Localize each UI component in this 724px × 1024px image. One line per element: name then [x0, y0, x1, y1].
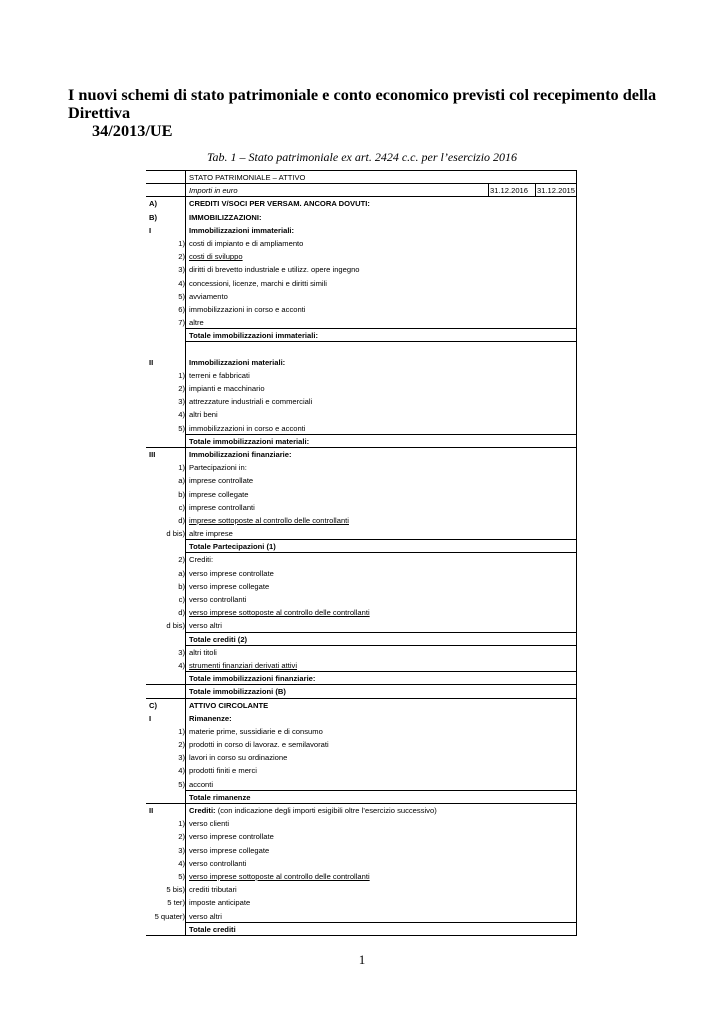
- table-row: [146, 764, 577, 777]
- row-label: immobilizzazioni in corso e acconti: [189, 423, 306, 433]
- table-row: [146, 619, 577, 632]
- row-number: c): [178, 502, 185, 512]
- row-number: 1): [178, 463, 185, 473]
- row-label: verso clienti: [189, 819, 230, 829]
- row-number: a): [178, 568, 185, 578]
- table-row: [146, 804, 577, 817]
- row-number: 1): [178, 726, 185, 736]
- row-number: d): [178, 515, 185, 525]
- table-row: [146, 263, 577, 276]
- row-label: Totale crediti: [189, 924, 236, 934]
- table-row: [146, 448, 577, 461]
- table-row: [146, 488, 577, 501]
- row-label: Crediti: (con indicazione degli importi esigibili oltre l’esercizio successivo): [189, 806, 437, 815]
- row-label: prodotti finiti e merci: [189, 766, 257, 776]
- row-label: altri titoli: [189, 647, 217, 657]
- row-label: imprese controllate: [189, 476, 254, 486]
- row-label-note: (con indicazione degli importi esigibili oltre l’esercizio successivo): [215, 806, 437, 815]
- table-row: [146, 224, 577, 237]
- page-number: 1: [358, 952, 366, 967]
- table-row: [146, 910, 577, 923]
- row-label: verso imprese controllate: [189, 832, 274, 842]
- table-row: [146, 817, 577, 830]
- row-label: Totale Partecipazioni (1): [189, 542, 276, 552]
- table-row: [146, 369, 577, 382]
- row-label: Totale immobilizzazioni materiali:: [189, 436, 310, 446]
- row-number: 4): [178, 660, 185, 670]
- row-label: attrezzature industriali e commerciali: [189, 397, 313, 407]
- row-number: II: [149, 357, 154, 367]
- table-row: [146, 567, 577, 580]
- row-number: 3): [178, 647, 185, 657]
- row-label: acconti: [189, 779, 214, 789]
- table-row: [146, 712, 577, 725]
- row-label: verso imprese controllate: [189, 568, 274, 578]
- table-row: [146, 290, 577, 303]
- row-label: materie prime, sussidiarie e di consumo: [189, 726, 323, 736]
- table-row: [146, 435, 577, 448]
- table-caption: Tab. 1 – Stato patrimoniale ex art. 2424 c.c. per l’esercizio 2016: [206, 150, 518, 164]
- row-label: Totale immobilizzazioni finanziarie:: [189, 674, 316, 684]
- row-label: strumenti finanziari derivati attivi: [189, 660, 298, 670]
- table-row: [146, 896, 577, 909]
- table-row: [146, 738, 577, 751]
- table-row: [146, 342, 577, 355]
- row-number: II: [149, 806, 154, 815]
- table-row: [146, 211, 577, 224]
- row-number: 5 ter): [167, 898, 185, 908]
- table-row: [146, 857, 577, 870]
- row-label: Importi in euro: [189, 186, 238, 196]
- row-label: Partecipazioni in:: [189, 463, 247, 473]
- row-number: b): [178, 581, 185, 591]
- table-row: [146, 672, 577, 685]
- row-label: crediti tributari: [189, 885, 237, 895]
- row-number: 6): [178, 304, 185, 314]
- row-label: verso imprese collegate: [189, 845, 270, 855]
- row-number: 5): [178, 291, 185, 301]
- row-number: 2): [178, 832, 185, 842]
- table-row: [146, 844, 577, 857]
- row-label: Totale immobilizzazioni immateriali:: [189, 331, 318, 341]
- row-number: 4): [178, 766, 185, 776]
- table-row: [146, 751, 577, 764]
- balance-sheet-table: [146, 170, 577, 936]
- row-label: costi di impianto e di ampliamento: [189, 238, 304, 248]
- row-label: verso altri: [189, 911, 222, 921]
- row-number: d bis): [166, 621, 185, 631]
- table-row: [146, 303, 577, 316]
- row-number: b): [178, 489, 185, 499]
- table-row: [146, 474, 577, 487]
- row-number: 3): [178, 397, 185, 407]
- row-number: 2): [178, 384, 185, 393]
- table-row: [146, 778, 577, 791]
- row-number: 4): [178, 278, 185, 288]
- row-number: 3): [178, 845, 185, 855]
- table-row: [146, 883, 577, 896]
- row-label: imprese controllanti: [189, 502, 255, 512]
- table-row: [146, 356, 577, 369]
- row-label: impianti e macchinario: [189, 384, 265, 393]
- table-row: [146, 408, 577, 421]
- row-label: Crediti:: [189, 555, 214, 565]
- table-row: [146, 791, 577, 804]
- table-row: [146, 422, 577, 435]
- table-row: [146, 633, 577, 646]
- row-number: 5 quater): [154, 911, 185, 921]
- document-title: [68, 86, 668, 140]
- row-label: verso imprese collegate: [189, 581, 270, 591]
- row-label: verso controllanti: [189, 858, 247, 868]
- table-row: [146, 237, 577, 250]
- row-label: Rimanenze:: [189, 713, 232, 723]
- row-label: avviamento: [189, 291, 228, 301]
- row-label: verso controllanti: [189, 595, 247, 604]
- row-label: Immobilizzazioni immateriali:: [189, 225, 295, 235]
- row-label: immobilizzazioni in corso e acconti: [189, 304, 306, 314]
- row-number: 5): [178, 423, 185, 433]
- table-row: [146, 659, 577, 672]
- table-row: [146, 329, 577, 342]
- row-label: altre: [189, 318, 204, 328]
- table-row: [146, 250, 577, 263]
- row-label: STATO PATRIMONIALE – ATTIVO: [189, 173, 306, 182]
- row-number: I: [149, 225, 152, 235]
- column-header-2015: 31.12.2015: [537, 186, 576, 196]
- title-line-2: 34/2013/UE: [92, 121, 173, 140]
- row-label: Immobilizzazioni materiali:: [189, 357, 286, 367]
- table-row: [146, 593, 577, 606]
- row-label: diritti di brevetto industriale e utilizz. opere ingegno: [189, 265, 360, 275]
- table-row: [146, 646, 577, 659]
- table-row: [146, 725, 577, 738]
- row-number: 5 bis): [166, 885, 185, 895]
- row-number: III: [149, 449, 156, 459]
- row-label: imprese collegate: [189, 489, 249, 499]
- row-label: IMMOBILIZZAZIONI:: [189, 212, 262, 222]
- column-header-2016: 31.12.2016: [490, 186, 529, 196]
- row-label: imposte anticipate: [189, 898, 251, 908]
- row-number: d bis): [166, 529, 185, 539]
- row-number: 2): [178, 252, 185, 262]
- row-number: A): [149, 199, 158, 209]
- row-number: 1): [178, 238, 185, 248]
- title-line-1: I nuovi schemi di stato patrimoniale e conto economico previsti col recepimento della Direttiva: [68, 85, 657, 122]
- table-row: [146, 461, 577, 474]
- row-label: Totale rimanenze: [189, 792, 251, 802]
- row-label: prodotti in corso di lavoraz. e semilavorati: [189, 740, 329, 750]
- row-label: CREDITI V/SOCI PER VERSAM. ANCORA DOVUTI:: [189, 199, 370, 209]
- table-row: [146, 171, 577, 184]
- row-label: imprese sottoposte al controllo delle controllanti: [189, 515, 349, 525]
- row-number: 4): [178, 410, 185, 420]
- table-row: [146, 197, 577, 210]
- table-row: [146, 382, 577, 395]
- row-number: a): [178, 476, 185, 486]
- row-number: 5): [178, 779, 185, 789]
- row-label: verso imprese sottoposte al controllo delle controllanti: [189, 608, 370, 618]
- table-row: [146, 606, 577, 619]
- row-label: Totale immobilizzazioni (B): [189, 687, 286, 697]
- row-label: altre imprese: [189, 529, 233, 539]
- table-row: [146, 923, 577, 936]
- table-row: [146, 184, 577, 197]
- row-label: verso altri: [189, 621, 222, 631]
- table-row: [146, 316, 577, 329]
- row-number: 2): [178, 555, 185, 565]
- row-number: 2): [178, 740, 185, 750]
- row-number: 1): [178, 370, 185, 380]
- table-row: [146, 870, 577, 883]
- table-row: [146, 553, 577, 566]
- table-row: [146, 277, 577, 290]
- row-label: concessioni, licenze, marchi e diritti simili: [189, 278, 327, 288]
- table-row: [146, 540, 577, 553]
- row-number: I: [149, 713, 152, 723]
- row-label: Totale crediti (2): [189, 634, 248, 644]
- row-label: ATTIVO CIRCOLANTE: [189, 700, 269, 710]
- table-row: [146, 514, 577, 527]
- row-label: lavori in corso su ordinazione: [189, 753, 288, 763]
- table-row: [146, 685, 577, 698]
- table-row: [146, 501, 577, 514]
- table-row: [146, 395, 577, 408]
- row-number: 3): [178, 753, 185, 763]
- table-row: [146, 527, 577, 540]
- row-label: verso imprese sottoposte al controllo delle controllanti: [189, 871, 370, 881]
- table-row: [146, 580, 577, 593]
- row-number: 3): [178, 265, 185, 275]
- row-number: B): [149, 212, 158, 222]
- row-number: C): [149, 700, 158, 710]
- row-number: 4): [178, 858, 185, 868]
- row-number: 7): [178, 318, 185, 328]
- row-label: altri beni: [189, 410, 218, 420]
- row-label: costi di sviluppo: [189, 252, 243, 262]
- row-number: 1): [178, 819, 185, 829]
- row-number: 5): [178, 871, 185, 881]
- row-number: d): [178, 608, 185, 618]
- table-row: [146, 830, 577, 843]
- row-number: c): [178, 595, 185, 604]
- row-label: Immobilizzazioni finanziarie:: [189, 449, 292, 459]
- table-row: [146, 699, 577, 712]
- row-label: terreni e fabbricati: [189, 370, 250, 380]
